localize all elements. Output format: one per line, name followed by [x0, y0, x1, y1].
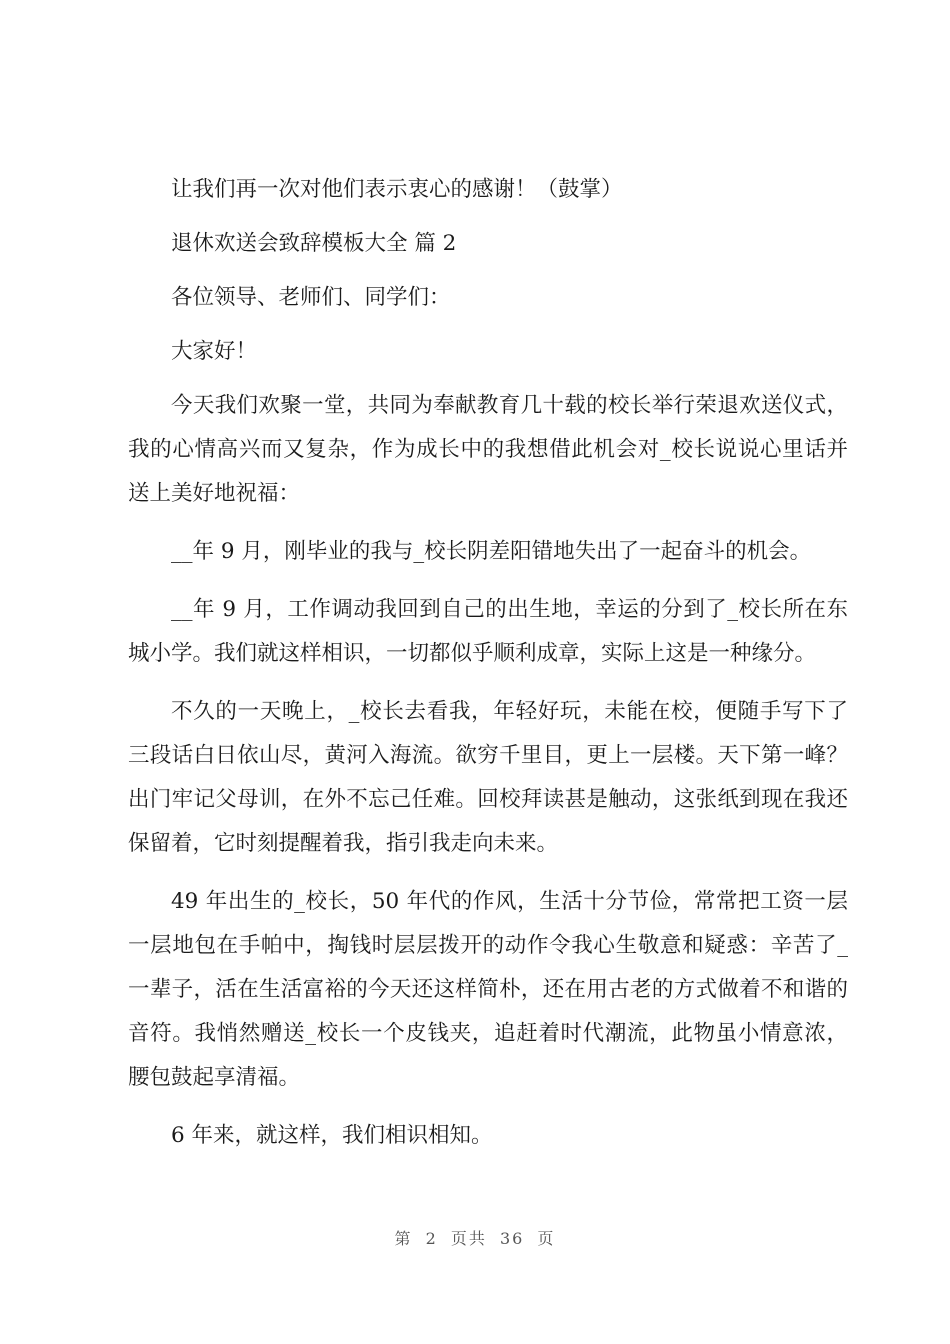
salutation: 各位领导、老师们、同学们：	[171, 285, 451, 310]
body-paragraph: 6 年来，就这样，我们相识相知。	[171, 1123, 493, 1148]
greeting: 大家好！	[171, 339, 258, 364]
body-paragraph: 不久的一天晚上，_校长去看我，年轻好玩，未能在校，便随手写下了三段话白日依山尽，黄河入海流。欲穷千里目，更上一层楼。天下第一峰？出门牢记父母训，在外不忘己任难。回校拜读甚是触动，这张纸到现在我还保留着，它时刻提醒着我，指引我走向未来。	[128, 699, 848, 856]
body-paragraph: 49 年出生的_校长，50 年代的作风，生活十分节俭，常常把工资一层一层地包在手帕中，掏钱时层层拨开的动作令我心生敬意和疑惑：辛苦了_一辈子，活在生活富裕的今天还这样简朴，还在用古老的方式做着不和谐的音符。我悄然赠送_校长一个皮钱夹，追赶着时代潮流，此物虽小情意浓，腰包鼓起享清福。	[128, 889, 848, 1090]
section-heading: 退休欢送会致辞模板大全 篇 2	[171, 231, 457, 256]
body-paragraph: 今天我们欢聚一堂，共同为奉献教育几十载的校长举行荣退欢送仪式，我的心情高兴而又复杂，作为成长中的我想借此机会对_校长说说心里话并送上美好地祝福：	[128, 393, 848, 506]
page-number-footer: 第 2 页共 36 页	[394, 1229, 556, 1248]
body-paragraph: __年 9 月，刚毕业的我与_校长阴差阳错地失出了一起奋斗的机会。	[171, 539, 812, 564]
document-body	[128, 168, 848, 1172]
body-paragraph: __年 9 月，工作调动我回到自己的出生地，幸运的分到了_校长所在东城小学。我们就这样相识，一切都似乎顺利成章，实际上这是一种缘分。	[128, 597, 848, 666]
closing-thanks-paragraph: 让我们再一次对他们表示衷心的感谢！（鼓掌）	[171, 177, 623, 202]
